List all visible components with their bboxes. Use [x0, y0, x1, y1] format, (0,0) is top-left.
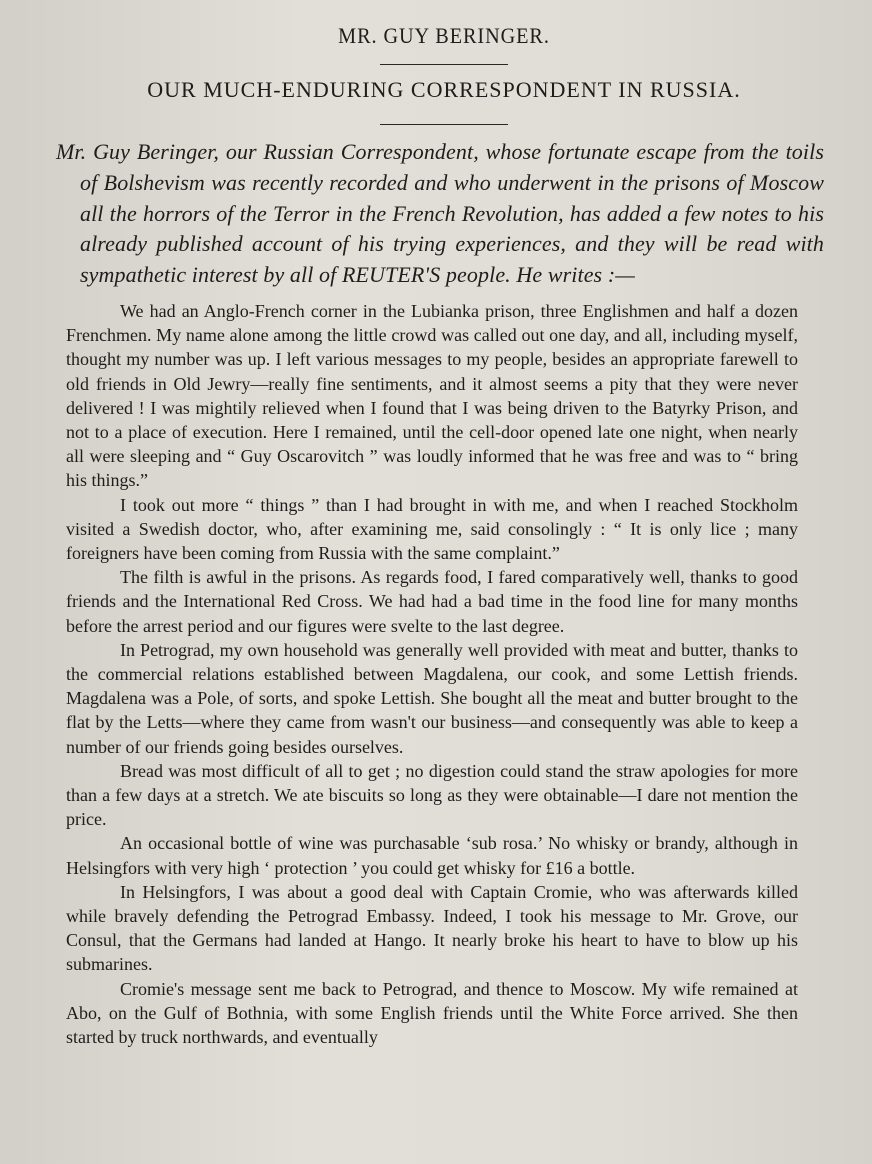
subtitle-divider — [380, 124, 508, 125]
body-paragraph: In Petrograd, my own household was generally well provided with meat and butter, thanks to the commercial relations established between Magdalena, our cook, and some Lettish friends. Magdalena was a Pole, of sorts, and spoke Lettish. She bought all the meat and butter brought to the flat by the Letts—where they came from wasn't our business—and consequently was able to keep a number of our friends going besides ourselves. — [66, 639, 798, 757]
body-paragraph: We had an Anglo-French corner in the Lubianka prison, three Englishmen and half a dozen Frenchmen. My name alone among the little crowd was called out one day, and all, including myself, thought my number was up. I left various messages to my people, besides an appropriate farewell to old friends in Old Jewry—really fine sentiments, and it almost seems a pity that they were never delivered ! I was mightily relieved when I found that I was being driven to the Batyrky Prison, and not to a place of execution. Here I remained, until the cell-door opened late one night, when nearly all were sleeping and “ Guy Oscarovitch ” was loudly informed that he was free and was to “ bring his things.” — [66, 300, 798, 491]
body-paragraph: Cromie's message sent me back to Petrograd, and thence to Moscow. My wife remained at Abo, on the Gulf of Bothnia, with some English friends until the White Force arrived. She then started by truck northwards, and eventually — [66, 978, 798, 1048]
body-paragraph: I took out more “ things ” than I had brought in with me, and when I reached Stockholm visited a Swedish doctor, who, after examining me, said consolingly : “ It is only lice ; many foreigners have been coming from Russia with the same complaint.” — [66, 494, 798, 564]
body-paragraph: The filth is awful in the prisons. As regards food, I fared comparatively well, thanks to good friends and the International Red Cross. We had had a bad time in the food line for many months before the arrest period and our figures were svelte to the last degree. — [66, 567, 798, 636]
intro-paragraph: Mr. Guy Beringer, our Russian Correspondent, whose fortunate escape from the toils of Bolshevism was recently recorded and who underwent in the prisons of Moscow all the horrors of the Terror in the French Revolution, has added a few notes to his already published account of his trying experiences, and they will be read with sympathetic interest by all of REUTER'S people. He writes :— — [56, 139, 824, 288]
body-paragraph: An occasional bottle of wine was purchasable ‘sub rosa.’ No whisky or brandy, although in Helsingfors with very high ‘ protection ’ you could get whisky for £16 a bottle. — [66, 833, 798, 878]
article-body — [56, 299, 832, 1049]
article-title: MR. GUY BERINGER. — [338, 23, 550, 48]
body-paragraph: In Helsingfors, I was about a good deal with Captain Cromie, who was afterwards killed while bravely defending the Petrograd Embassy. Indeed, I took his message to Mr. Grove, our Consul, that the Germans had landed at Hango. It nearly broke his heart to have to blow up his submarines. — [66, 881, 798, 975]
body-paragraph: Bread was most difficult of all to get ; no digestion could stand the straw apologies for more than a few days at a stretch. We ate biscuits so long as they were obtainable—I dare not mention the price. — [66, 760, 798, 830]
title-divider — [380, 64, 508, 65]
article-subtitle: OUR MUCH-ENDURING CORRESPONDENT IN RUSSIA. — [147, 77, 741, 102]
